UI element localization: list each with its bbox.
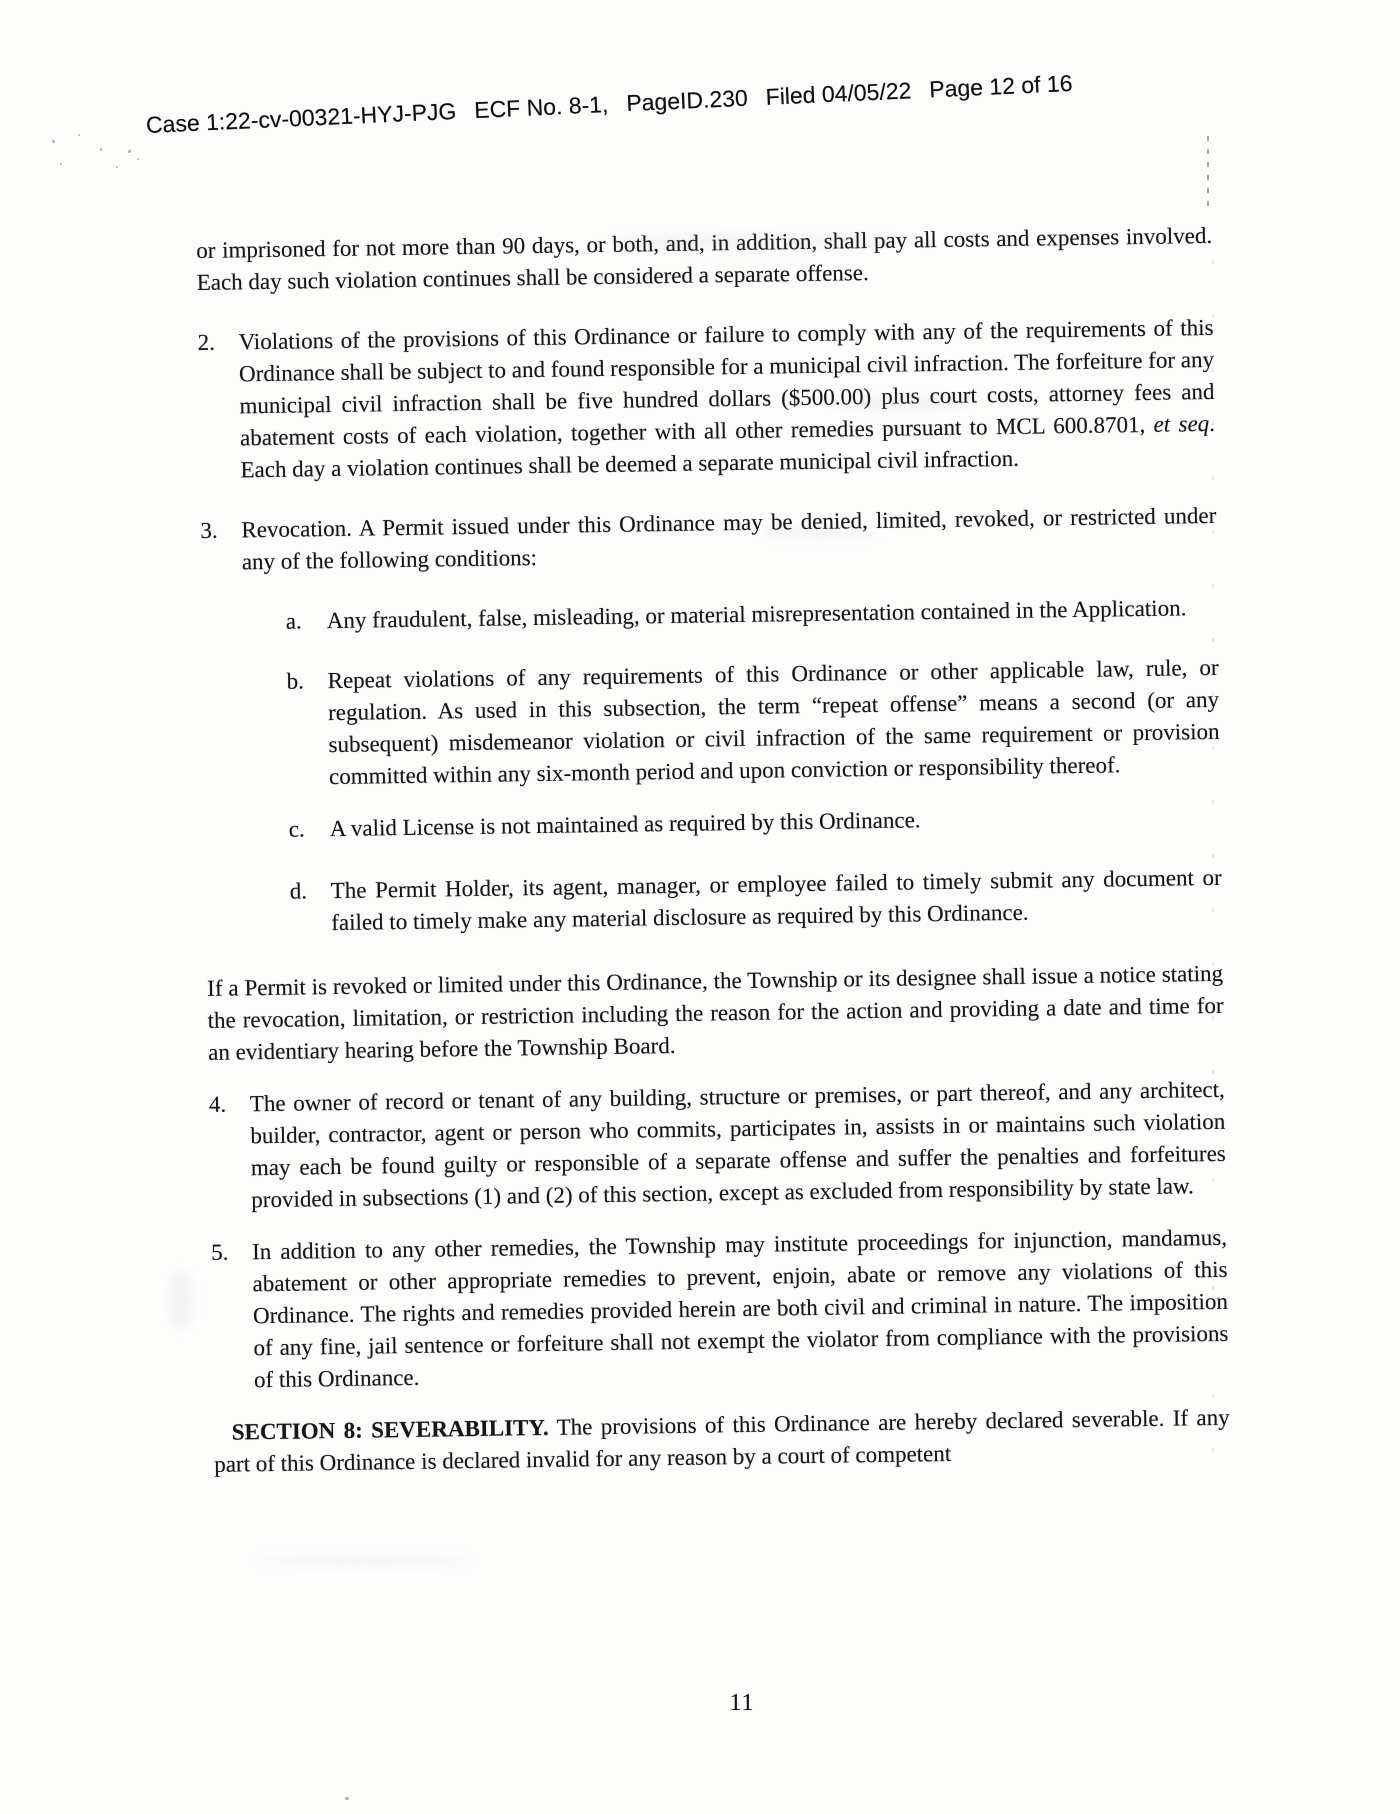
permit-revocation-paragraph: If a Permit is revoked or limited under this Ordinance, the Township or its designee shall issue a notice stating the revocation, limitation, or restriction including the reason for the action and providing a date and time for an evidentiary hearing before the Township Board.: [206, 960, 1224, 1065]
list-item-text: The owner of record or tenant of any building, structure or premises, or part thereof, and any architect, builder, contractor, agent or person who commits, participates in, assists in or maintains such violation may each be found guilty or responsible of a separate offense and suffer the penalties and forfeitures provided in subsections (1) and (2) of this section, except as excluded from responsibility by state law.: [249, 1076, 1226, 1213]
list-item-text: In addition to any other remedies, the Township may institute proceedings for injunction, mandamus, abatement or other appropriate remedies to prevent, enjoin, abate or remove any violations of this Ordinance. The rights and remedies provided herein are both civil and criminal in nature. The imposition of any fine, jail sentence or forfeiture shall not exempt the violator from compliance with the provisions of this Ordinance.: [251, 1224, 1229, 1393]
section-8-text: The provisions of this Ordinance are hereby declared severable. If any part of this Ordinance is declared invalid for any reason by a court of competent: [214, 1404, 1230, 1477]
item2-italic: et seq: [1153, 410, 1210, 437]
scan-artifact: [116, 166, 118, 168]
scan-artifact: [100, 148, 102, 151]
sub-item-letter: c.: [288, 816, 305, 842]
scan-artifact-smudge: [600, 236, 900, 248]
section-8-paragraph: [214, 1402, 1231, 1481]
list-number: 5.: [210, 1239, 229, 1265]
list-item-2: [197, 312, 1215, 487]
scan-artifact-dashed-line: [1212, 260, 1214, 1500]
intro-paragraph: or imprisoned for not more than 90 days, or both, and, in addition, shall pay all costs and expenses involved. Each day such violation continues shall be considered a separate offense.: [196, 222, 1213, 295]
case-header: [145, 70, 1073, 139]
scan-artifact-smudge: [760, 528, 880, 538]
filed-date: Filed 04/05/22: [765, 77, 912, 110]
item2-text-1: Violations of the provisions of this Ordinance or failure to comply with any of the requirements of this Ordinance shall be subject to and found responsible for a municipal civil infraction. The forfeiture for any municipal civil infraction shall be five hundred dollars ($500.00) plus court costs, attorney fees and abatement costs of each violation, together with all other remedies pursuant to MCL 600.8701,: [238, 314, 1215, 451]
list-item-text: [238, 312, 1215, 486]
sub-item-letter: b.: [286, 668, 305, 694]
page-count: Page 12 of 16: [928, 69, 1073, 103]
scan-artifact-smudge: [168, 1270, 194, 1330]
list-item-3: [200, 500, 1217, 579]
scan-artifact: [128, 150, 131, 153]
list-number: 2.: [197, 329, 216, 355]
scan-artifact: [60, 163, 62, 165]
sub-item-c: [289, 800, 1221, 846]
sub-item-letter: d.: [289, 878, 308, 904]
list-item-5: [211, 1222, 1229, 1397]
sub-item-letter: a.: [285, 608, 302, 634]
scan-artifact-smudge: [255, 1555, 475, 1567]
scan-artifact-dashed-line: [1207, 136, 1209, 208]
list-number: 3.: [200, 517, 218, 543]
page-number: 11: [729, 1690, 755, 1716]
case-number: Case 1:22-cv-00321-HYJ-PJG: [145, 97, 457, 138]
sub-item-b: [286, 652, 1220, 794]
section-8-heading: SECTION 8: SEVERABILITY.: [231, 1414, 549, 1445]
item2-text-2: . Each day a violation continues shall be deemed a separate municipal civil infraction.: [240, 410, 1216, 483]
ecf-number: ECF No. 8-1,: [473, 91, 609, 124]
sub-item-text: Repeat violations of any requirements of this Ordinance or other applicable law, rule, or regulation. As used in this subsection, the term “repeat offense” means a second (or any subsequent) misdemeanor violation or civil infraction of the same requirement or provision committed within any six-month period and upon conviction or responsibility thereof.: [327, 654, 1220, 790]
sub-item-text: Any fraudulent, false, misleading, or material misrepresentation contained in the Application.: [326, 595, 1187, 634]
page-id: PageID.230: [625, 84, 749, 117]
scan-artifact: [137, 158, 139, 160]
sub-item-a: [286, 592, 1218, 638]
sub-item-text: A valid License is not maintained as required by this Ordinance.: [329, 807, 921, 842]
scan-artifact: [345, 1797, 349, 1800]
list-item-4: [209, 1074, 1227, 1217]
list-number: 4.: [208, 1091, 227, 1117]
list-item-text: Revocation. A Permit issued under this Ordinance may be denied, limited, revoked, or restricted under any of the following conditions:: [241, 502, 1217, 575]
document-body: [196, 220, 1231, 1509]
scan-artifact: [78, 134, 80, 136]
sub-item-text: The Permit Holder, its agent, manager, or employee failed to timely submit any document or failed to timely make any material disclosure as required by this Ordinance.: [330, 864, 1222, 936]
sub-item-d: [290, 862, 1223, 940]
scan-artifact: [52, 140, 55, 143]
scan-artifact-smudge: [830, 398, 970, 410]
